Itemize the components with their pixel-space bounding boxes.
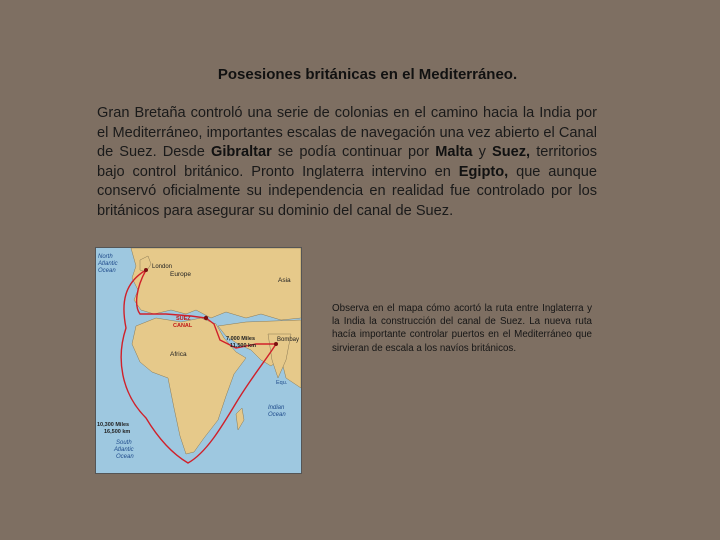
short-route-label-2: 11,500 km (230, 343, 256, 349)
south-atlantic-label-1: South (116, 440, 132, 446)
africa-label: Africa (170, 351, 187, 358)
suez-bold: Suez, (492, 144, 531, 160)
para-text-3: y (472, 144, 492, 160)
para-text-5: que aunque conservó oficialmente su independencia en realidad fue controlado por los británicos para asegurar su dominio del canal de Suez. (97, 163, 597, 219)
london-label: London (152, 264, 173, 270)
long-route-label-1: 10,300 Miles (97, 422, 130, 428)
map-svg (96, 248, 301, 473)
map-caption: Observa en el mapa cómo acortó la ruta entre Inglaterra y la India la construcción del canal de Suez. La nueva ruta hacía importante controlar puertos en el Mediterráneo que sirvieran de escala a los navíos británicos. (332, 303, 592, 354)
page-title: Posesiones británicas en el Mediterráneo. (217, 66, 518, 83)
north-atlantic-label-3: Ocean (98, 268, 116, 274)
suez-marker (204, 316, 208, 320)
suez-canal-label-1: SUEZ (176, 316, 191, 322)
europe-label: Europe (170, 271, 191, 278)
indian-ocean-label-2: Ocean (268, 412, 286, 418)
bombay-label: Bombay (277, 337, 300, 343)
indian-ocean-label-1: Indian (268, 405, 285, 411)
asia-label: Asia (278, 277, 291, 284)
route-map (95, 247, 302, 474)
para-text-1: Gran Bretaña controló una serie de colonias en el camino hacia la India por el Mediterráneo, importantes escalas de navegación una vez abierto el Canal de Suez. Desde (97, 105, 597, 160)
suez-canal-label-2: CANAL (173, 323, 193, 329)
gibraltar-bold: Gibraltar (210, 144, 272, 160)
malta-bold: Malta (435, 144, 473, 160)
north-atlantic-label-2: Atlantic (98, 261, 118, 267)
equator-label: Equ. (276, 380, 288, 386)
body-paragraph (97, 104, 597, 221)
short-route-label-1: 7,000 Miles (226, 336, 256, 342)
europe-land (131, 248, 301, 320)
para-text-4: territorios bajo control británico. Pronto Inglaterra intervino en (97, 144, 598, 180)
egypt-bold: Egipto, (458, 163, 509, 180)
para-text-2: se podía continuar por (271, 144, 436, 160)
north-atlantic-label-1: North (98, 254, 113, 260)
south-atlantic-label-3: Ocean (116, 454, 134, 460)
madagascar-land (236, 408, 244, 430)
south-atlantic-label-2: Atlantic (114, 447, 134, 453)
long-route-label-2: 16,500 km (104, 429, 131, 435)
london-marker (144, 268, 148, 272)
